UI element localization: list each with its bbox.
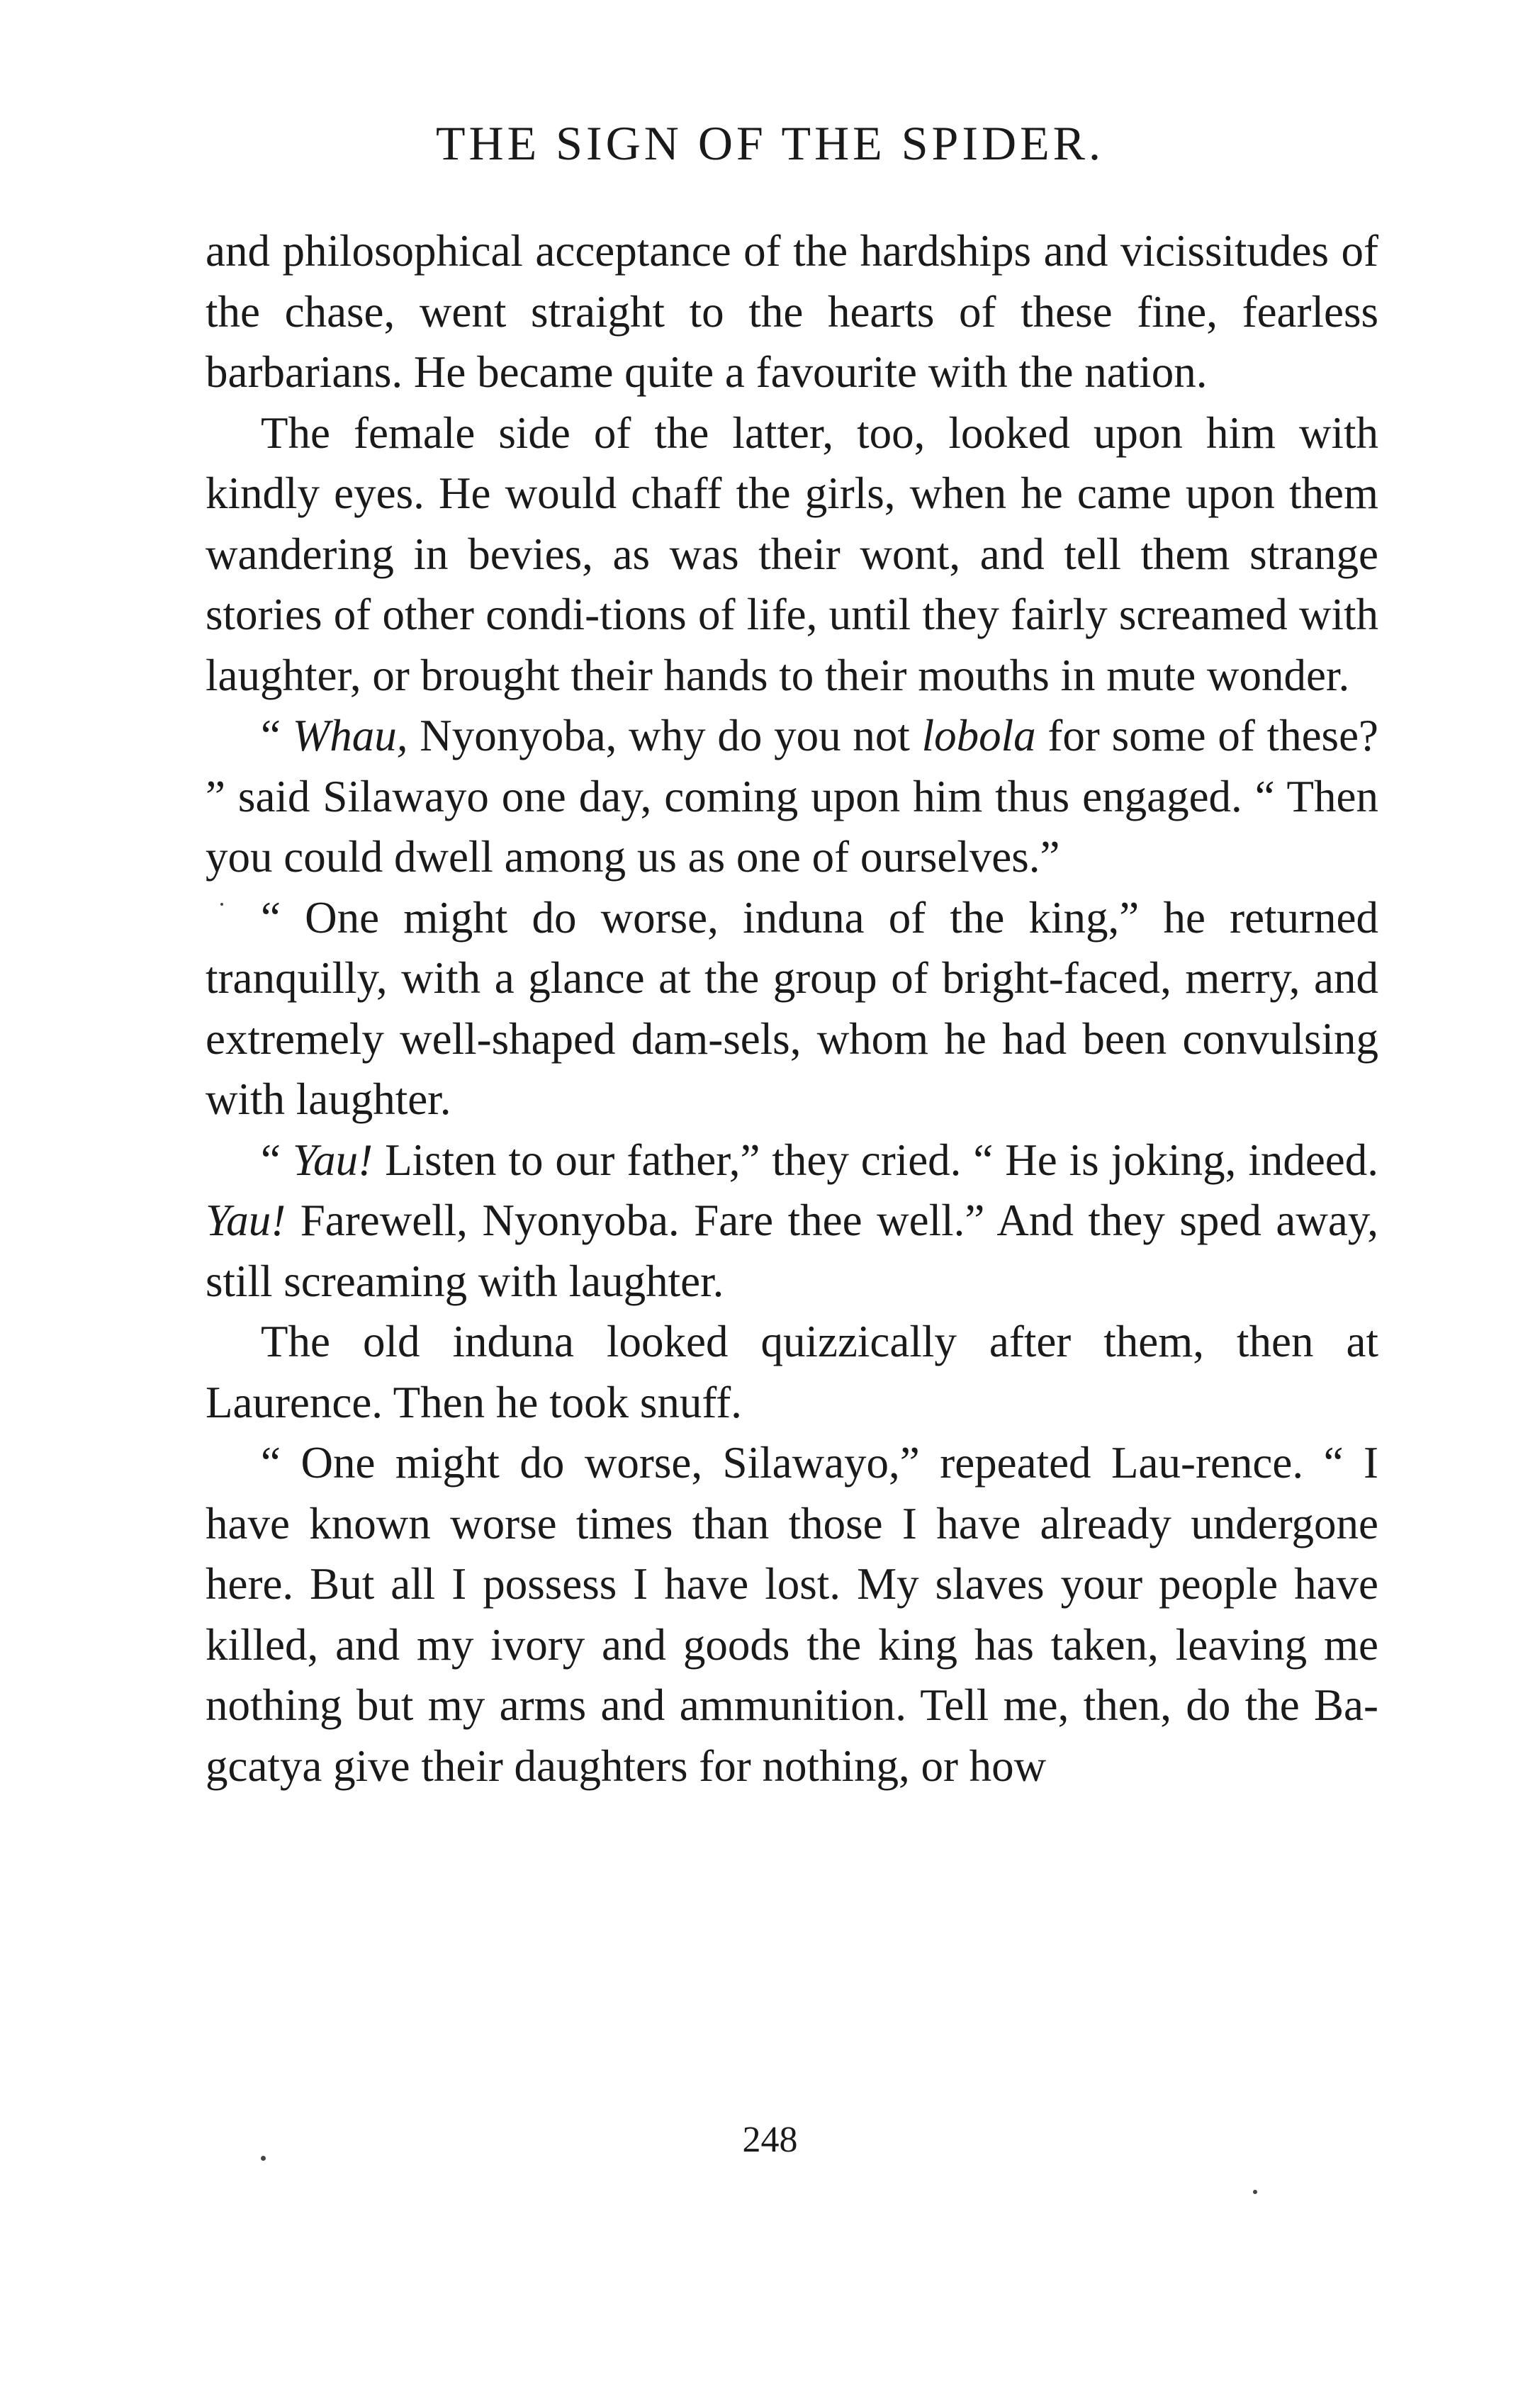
paragraph [206, 1312, 1378, 1433]
italic-text-run: Yau! [292, 1135, 373, 1185]
text-run: “ One might do worse, induna of the king,” he returned tranquilly, with a glance at the group of bright-faced, merry, and extremely well-shaped dam-sels, whom he had been convulsing with laughter. [206, 892, 1378, 1124]
paragraph [206, 706, 1378, 888]
text-run: Farewell, Nyonyoba. Fare thee well.” And they sped away, still screaming with laughter. [206, 1196, 1378, 1306]
body-text [206, 221, 1378, 1797]
running-head: THE SIGN OF THE SPIDER. [435, 116, 1105, 170]
print-speck [1253, 2190, 1257, 2194]
text-run: Nyonyoba, why do you not [408, 711, 922, 760]
text-run: “ [261, 1135, 293, 1185]
paragraph [206, 221, 1378, 403]
text-run: Listen to our father,” they cried. “ He is joking, indeed. [373, 1135, 1378, 1185]
italic-text-run: Yau! [206, 1196, 286, 1245]
print-speck [261, 2156, 266, 2161]
italic-text-run: Whau, [292, 711, 408, 760]
text-run: for some of these? ” said Silawayo one day, coming upon him thus engaged. “ Then you could dwell among us as one of ourselves.” [206, 711, 1378, 882]
paragraph [206, 1433, 1378, 1797]
paragraph [206, 1130, 1378, 1312]
italic-text-run: lobola [921, 711, 1036, 760]
text-run: The female side of the latter, too, looked upon him with kindly eyes. He would chaff the girls, when he came upon them wandering in bevies, as was their wont, and tell them strange stories of other condi-tions of life, until they fairly screamed with laughter, or brought their hands to their mouths in mute wonder. [206, 407, 1378, 700]
page-number: 248 [742, 2120, 798, 2160]
text-run: and philosophical acceptance of the hardships and vicissitudes of the chase, went straight to the hearts of these fine, fearless barbarians. He became quite a favourite with the nation. [206, 226, 1378, 397]
text-run: “ [261, 711, 293, 760]
text-run: The old induna looked quizzically after them, then at Laurence. Then he took snuff. [206, 1317, 1378, 1427]
paragraph [206, 403, 1378, 707]
text-run: “ One might do worse, Silawayo,” repeated Lau-rence. “ I have known worse times than those I have already undergone here. But all I possess I have lost. My slaves your people have killed, and my ivory and goods the king has taken, leaving me nothing but my arms and ammunition. Tell me, then, do the Ba-gcatya give their daughters for nothing, or how [206, 1438, 1378, 1791]
print-speck [220, 903, 223, 906]
paragraph [206, 888, 1378, 1130]
